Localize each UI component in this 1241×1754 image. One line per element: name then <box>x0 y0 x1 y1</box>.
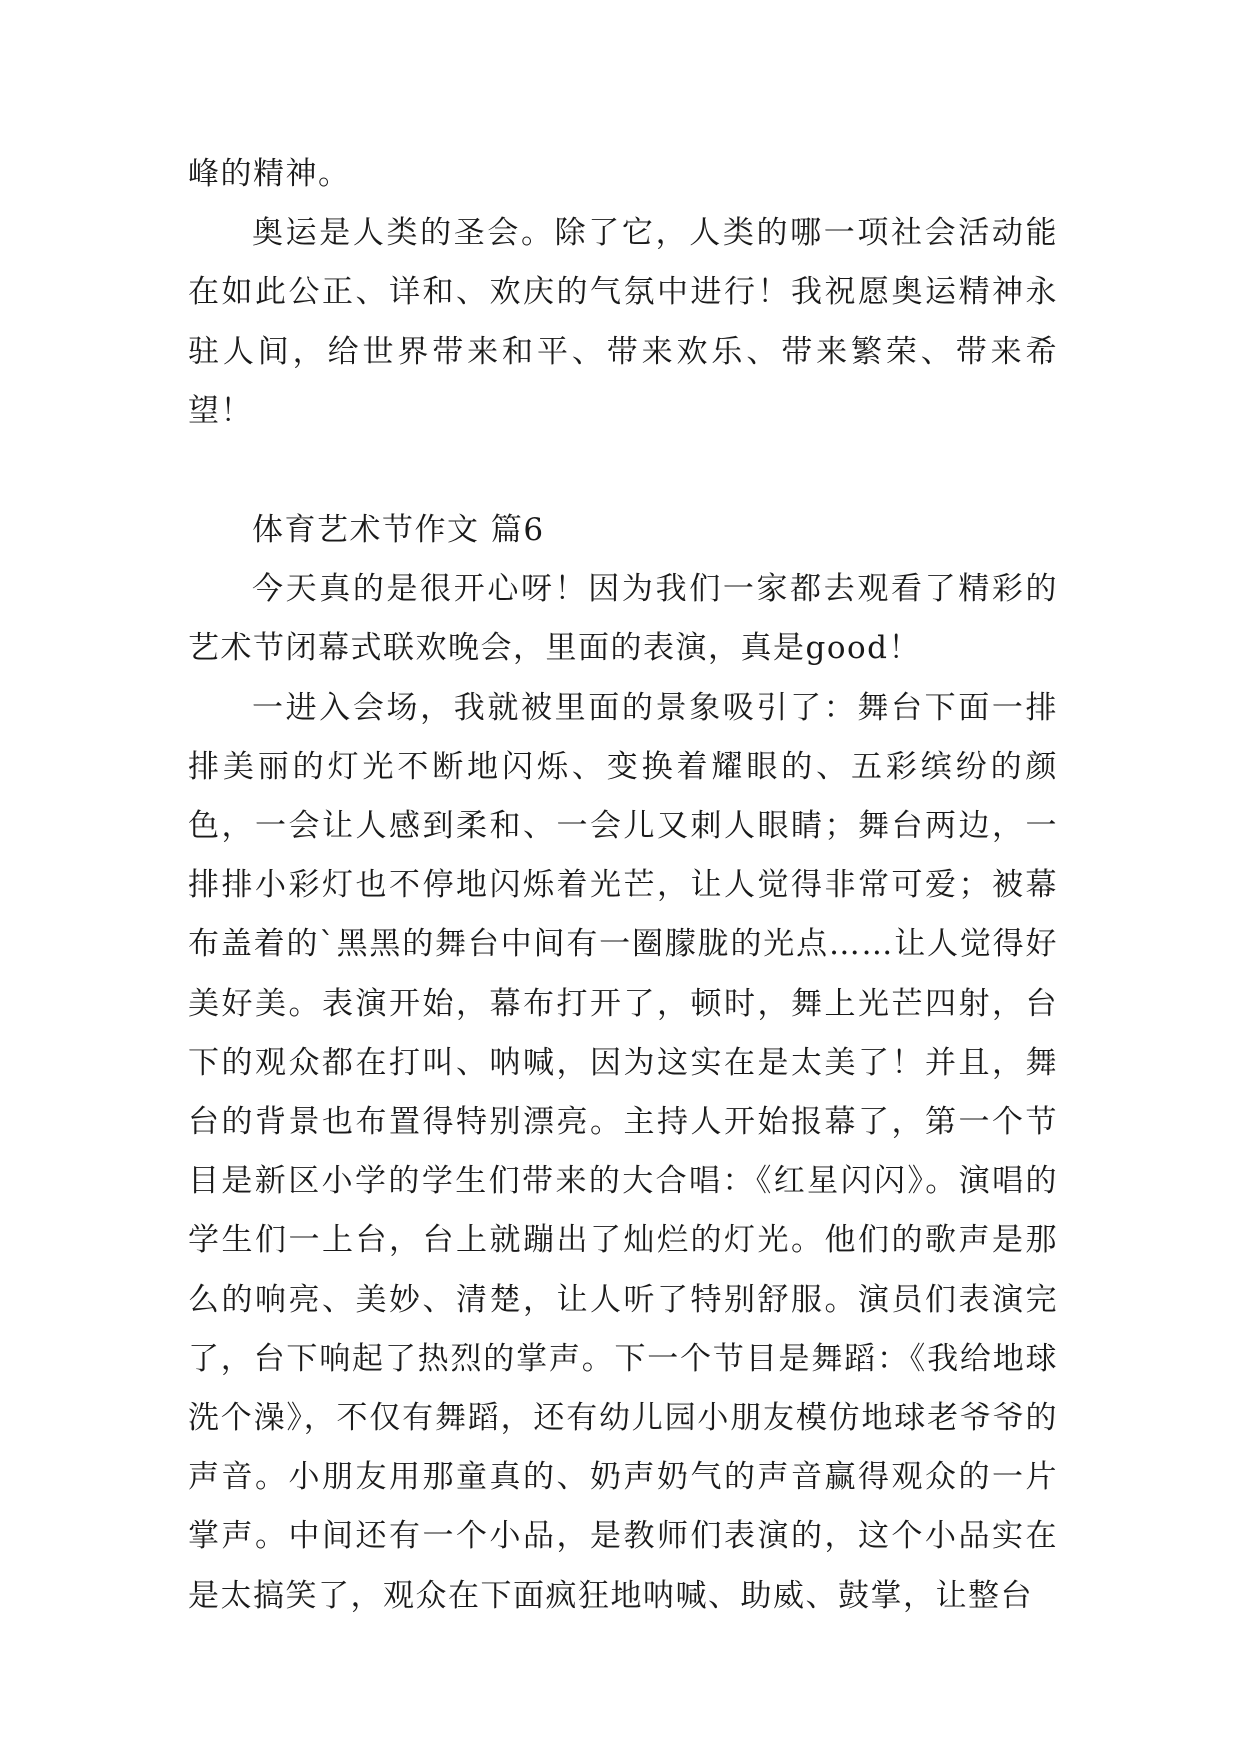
paragraph-olympics: 奥运是人类的圣会。除了它，人类的哪一项社会活动能在如此公正、详和、欢庆的气氛中进行！我祝愿奥运精神永驻人间，给世界带来和平、带来欢乐、带来繁荣、带来希望！ <box>188 215 1058 429</box>
paragraph-continuation: 峰的精神。 <box>188 156 351 192</box>
paragraph-intro: 今天真的是很开心呀！因为我们一家都去观看了精彩的艺术节闭幕式联欢晚会，里面的表演，真是good！ <box>188 571 1058 667</box>
section-gap <box>188 441 1058 501</box>
paragraph-venue: 一进入会场，我就被里面的景象吸引了：舞台下面一排排美丽的灯光不断地闪烁、变换着耀眼的、五彩缤纷的颜色，一会让人感到柔和、一会儿又刺人眼睛；舞台两边，一排排小彩灯也不停地闪烁着光芒，让人觉得非常可爱；被幕布盖着的`黑黑的舞台中间有一圈朦胧的光点……让人觉得好美好美。表演开始，幕布打开了，顿时，舞上光芒四射，台下的观众都在打叫、呐喊，因为这实在是太美了！并且，舞台的背景也布置得特别漂亮。主持人开始报幕了，第一个节目是新区小学的学生们带来的大合唱：《红星闪闪》。演唱的学生们一上台，台上就蹦出了灿烂的灯光。他们的歌声是那么的响亮、美妙、清楚，让人听了特别舒服。演员们表演完了，台下响起了热烈的掌声。下一个节目是舞蹈：《我给地球洗个澡》，不仅有舞蹈，还有幼儿园小朋友模仿地球老爷爷的声音。小朋友用那童真的、奶声奶气的声音赢得观众的一片掌声。中间还有一个小品，是教师们表演的，这个小品实在是太搞笑了，观众在下面疯狂地呐喊、助威、鼓掌，让整台 <box>188 689 1058 1614</box>
section-heading: 体育艺术节作文 篇6 <box>252 512 545 549</box>
document-body <box>188 145 1058 1626</box>
